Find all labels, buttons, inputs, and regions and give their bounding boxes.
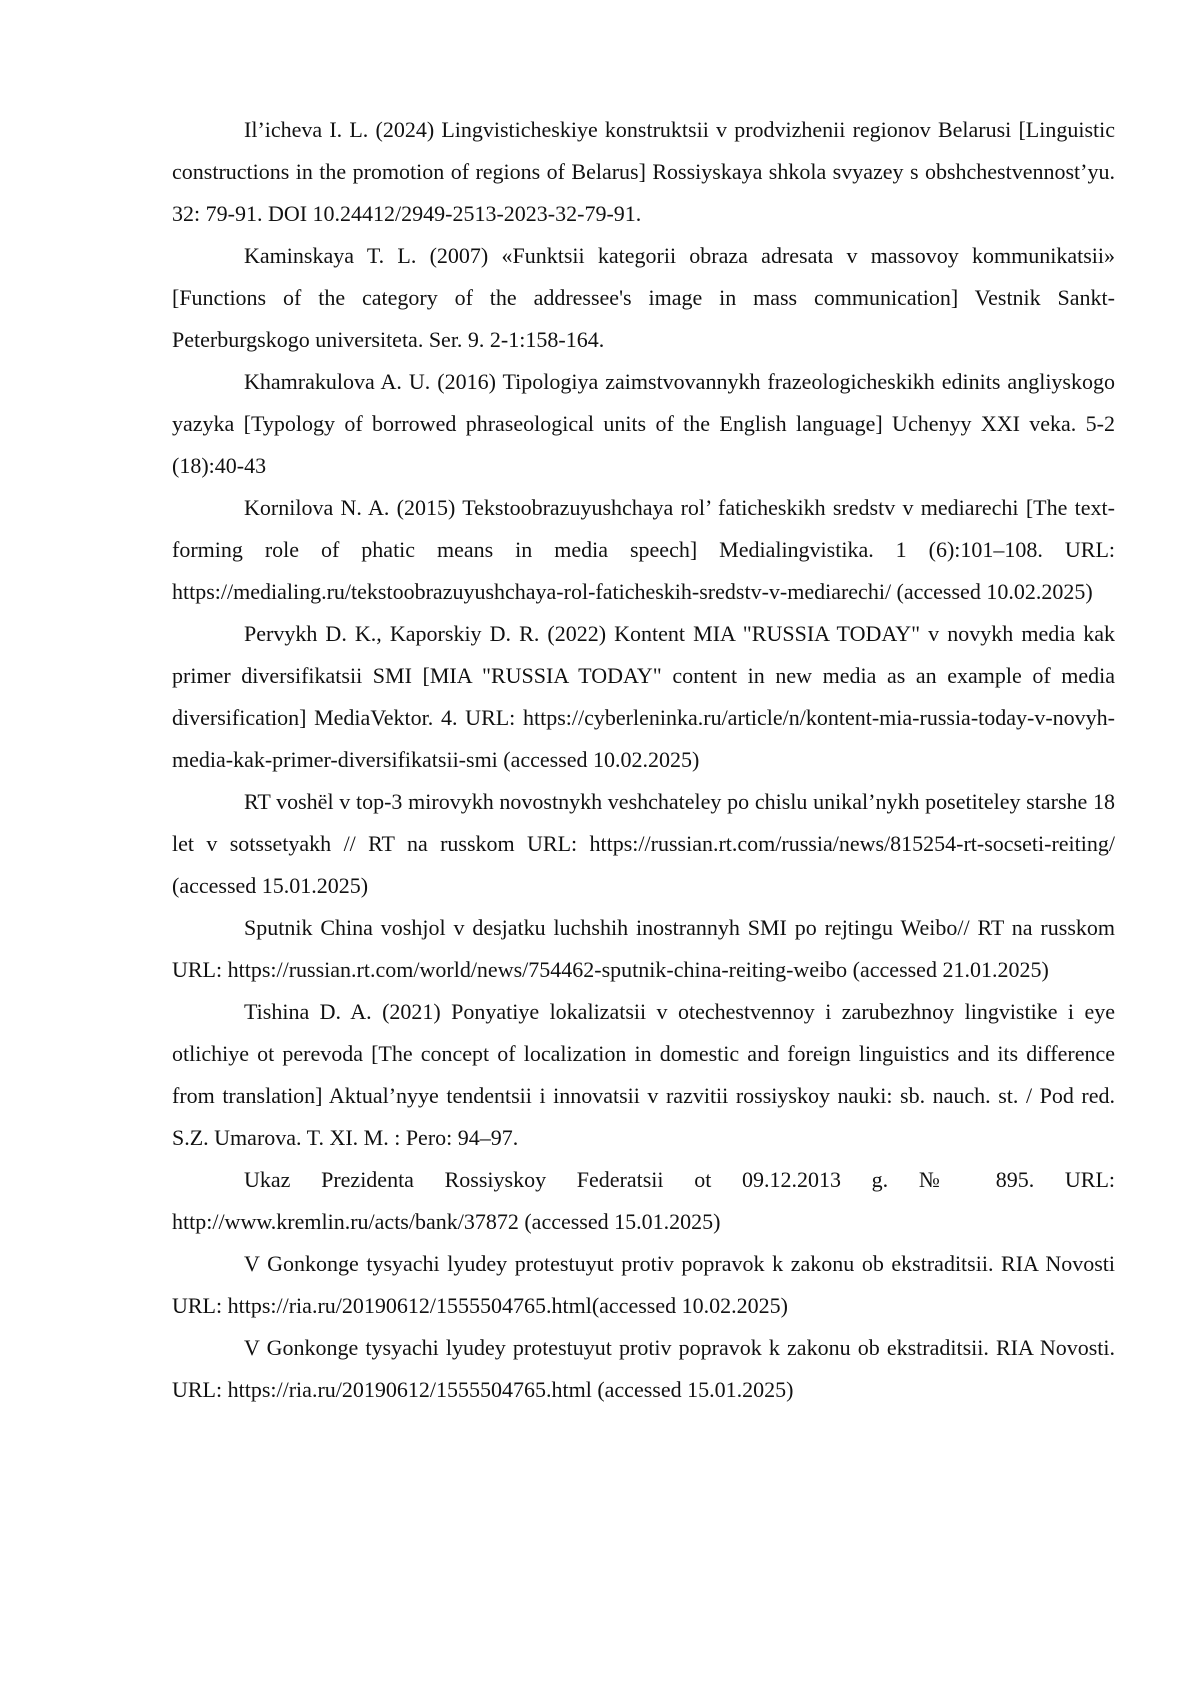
- reference-entry-kaminskaya: Kaminskaya T. L. (2007) «Funktsii kategorii obraza adresata v massovoy kommunikatsii» [Functions of the category of the addressee's image in mass communication] Vestnik Sankt-Peterburgskogo universiteta. Ser. 9. 2-1:158-164.: [172, 235, 1115, 361]
- reference-entry-pervykh: Pervykh D. K., Kaporskiy D. R. (2022) Kontent MIA "RUSSIA TODAY" v novykh media kak primer diversifikatsii SMI [MIA "RUSSIA TODAY" content in new media as an example of media diversification] MediaVektor. 4. URL: https://cyberleninka.ru/article/n/kontent-mia-russia-today-v-novyh-media-kak-primer-diversifikatsii-smi (accessed 10.02.2025): [172, 613, 1115, 781]
- document-page: [0, 0, 1200, 1697]
- reference-entry-sputnik-china: Sputnik China voshjol v desjatku luchshih inostrannyh SMI po rejtingu Weibo// RT na russkom URL: https://russian.rt.com/world/news/754462-sputnik-china-reiting-weibo (accessed 21.01.2025): [172, 907, 1115, 991]
- reference-entry-ilicheva: Il’icheva I. L. (2024) Lingvisticheskiye konstruktsii v prodvizhenii regionov Belarusi [Linguistic constructions in the promotion of regions of Belarus] Rossiyskaya shkola svyazey s obshchestvennost’yu. 32: 79-91. DOI 10.24412/2949-2513-2023-32-79-91.: [172, 109, 1115, 235]
- reference-entry-gonkong-2: V Gonkonge tysyachi lyudey protestuyut protiv popravok k zakonu ob ekstraditsii. RIA Novosti. URL: https://ria.ru/20190612/1555504765.html (accessed 15.01.2025): [172, 1327, 1115, 1411]
- reference-entry-kornilova: Kornilova N. A. (2015) Tekstoobrazuyushchaya rol’ faticheskikh sredstv v mediarechi [The text-forming role of phatic means in media speech] Medialingvistika. 1 (6):101–108. URL: https://medialing.ru/tekstoobrazuyushchaya-rol-faticheskih-sredstv-v-mediarechi/ (accessed 10.02.2025): [172, 487, 1115, 613]
- reference-list: [172, 109, 1115, 1411]
- reference-entry-khamrakulova: Khamrakulova A. U. (2016) Tipologiya zaimstvovannykh frazeologicheskikh edinits angliyskogo yazyka [Typology of borrowed phraseological units of the English language] Uchenyy XXI veka. 5-2 (18):40-43: [172, 361, 1115, 487]
- reference-entry-gonkong-1: V Gonkonge tysyachi lyudey protestuyut protiv popravok k zakonu ob ekstraditsii. RIA Novosti URL: https://ria.ru/20190612/1555504765.html(accessed 10.02.2025): [172, 1243, 1115, 1327]
- reference-entry-tishina: Tishina D. A. (2021) Ponyatiye lokalizatsii v otechestvennoy i zarubezhnoy lingvistike i eye otlichiye ot perevoda [The concept of localization in domestic and foreign linguistics and its difference from translation] Aktual’nyye tendentsii i innovatsii v razvitii rossiyskoy nauki: sb. nauch. st. / Pod red. S.Z. Umarova. T. XI. M. : Pero: 94–97.: [172, 991, 1115, 1159]
- reference-entry-ukaz: Ukaz Prezidenta Rossiyskoy Federatsii ot 09.12.2013 g. № 895. URL: http://www.kremlin.ru/acts/bank/37872 (accessed 15.01.2025): [172, 1159, 1115, 1243]
- reference-entry-rt-top3: RT voshël v top-3 mirovykh novostnykh veshchateley po chislu unikal’nykh posetiteley starshe 18 let v sotssetyakh // RT na russkom URL: https://russian.rt.com/russia/news/815254-rt-socseti-reiting/ (accessed 15.01.2025): [172, 781, 1115, 907]
